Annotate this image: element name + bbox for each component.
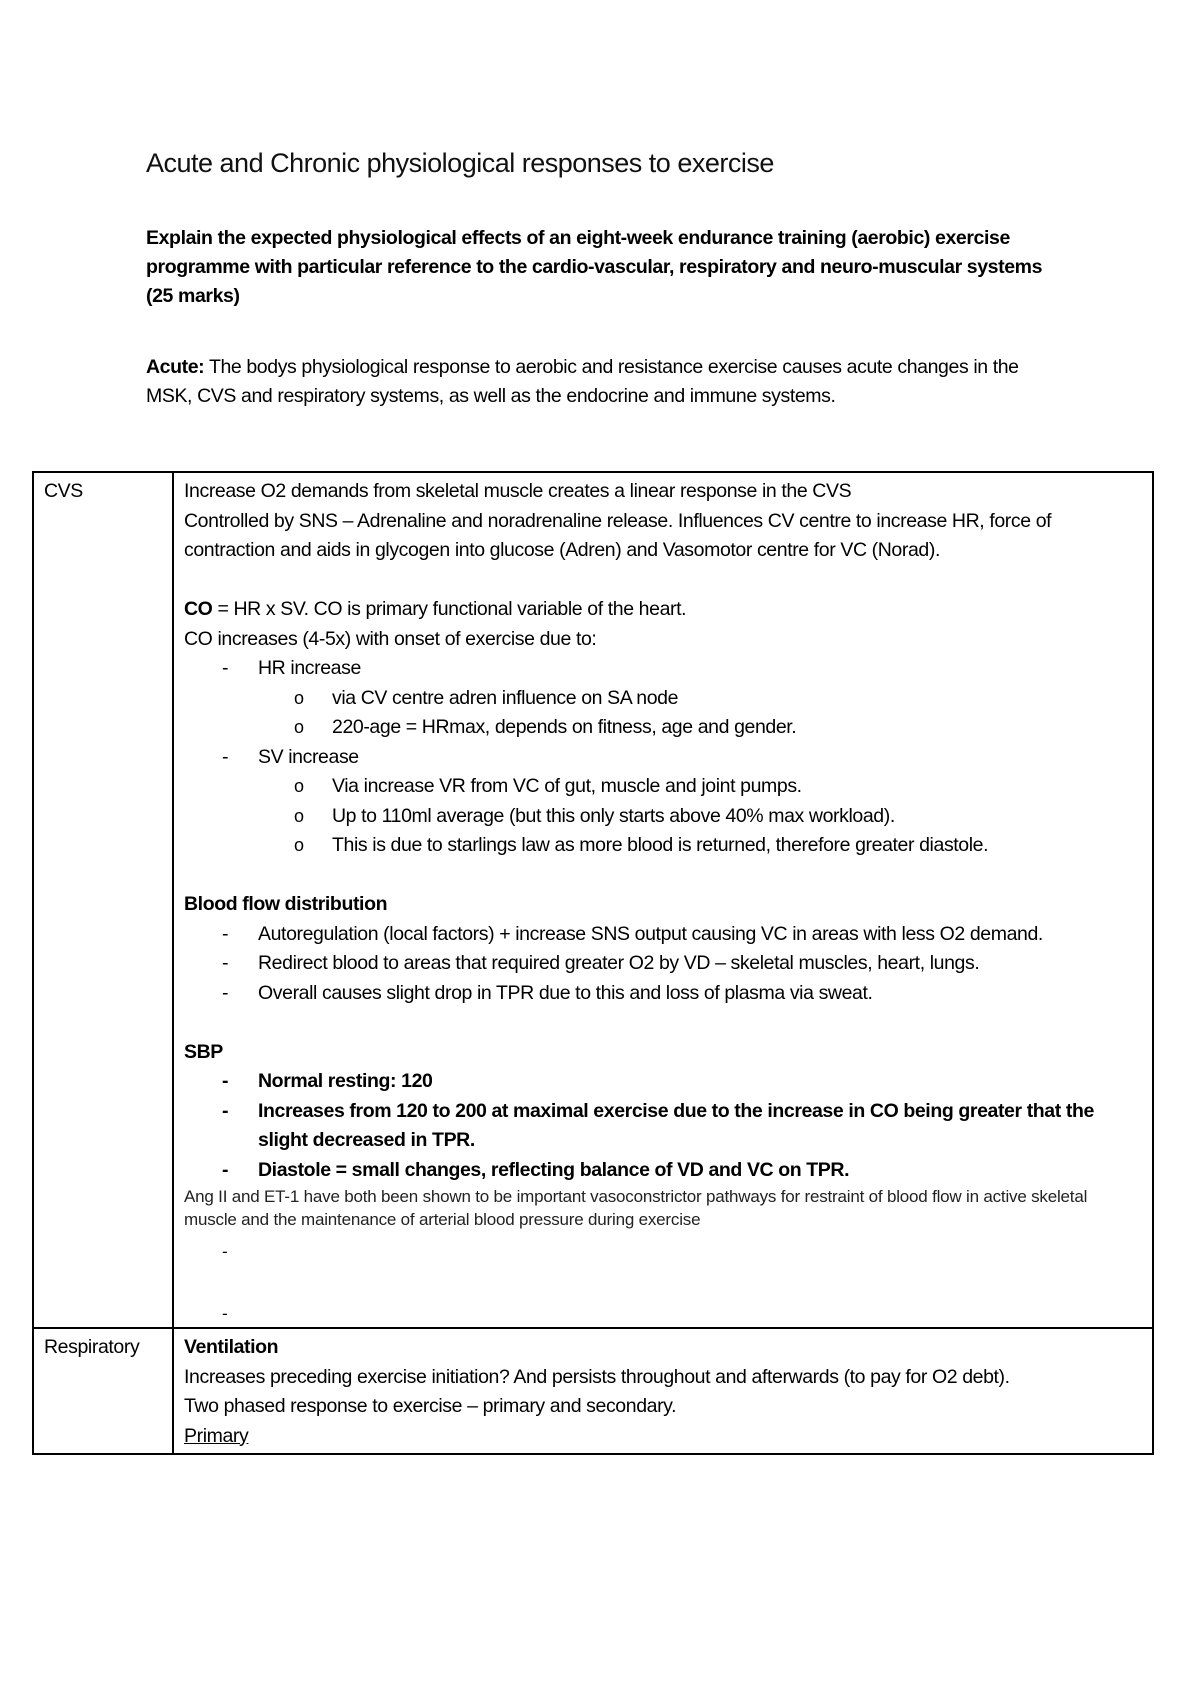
- list-item-text: via CV centre adren influence on SA node: [332, 686, 679, 709]
- list-item-text: Normal resting: 120: [258, 1070, 433, 1092]
- circle-bullet-icon: o: [294, 687, 304, 708]
- dash-bullet-icon: -: [222, 745, 229, 768]
- list-item: [184, 1097, 1142, 1156]
- notes-table: [32, 471, 1154, 1455]
- list-item: [184, 1156, 1142, 1186]
- co-text: = HR x SV. CO is primary functional variable of the heart.: [212, 598, 687, 620]
- dash-bullet-icon: -: [222, 981, 229, 1004]
- intro-label: Acute:: [146, 356, 205, 378]
- circle-bullet-icon: o: [294, 805, 304, 826]
- dash-bullet-icon: -: [222, 1099, 229, 1122]
- table-row-respiratory: [33, 1328, 1153, 1454]
- list-item-text: Via increase VR from VC of gut, muscle and joint pumps.: [332, 775, 802, 797]
- section-heading-ventilation: Ventilation: [184, 1336, 279, 1358]
- document-title: Acute and Chronic physiological responses to exercise: [146, 148, 774, 178]
- list-item: [184, 743, 1142, 773]
- dash-bullet-icon: -: [222, 657, 229, 679]
- spacer: [184, 1008, 1142, 1038]
- list-item-text: 220-age = HRmax, depends on fitness, age and gender.: [332, 716, 797, 738]
- dash-bullet-icon: -: [222, 1070, 229, 1092]
- empty-dash-item: -: [222, 1304, 228, 1323]
- list-item-text: Increases from 120 to 200 at maximal exercise due to the increase in CO being greater that the slight decreased in TPR.: [258, 1099, 1094, 1151]
- row-label-respiratory: Respiratory: [33, 1328, 173, 1454]
- essay-question: Explain the expected physiological effects of an eight-week endurance training (aerobic) exercise programme with particular reference to the cardio-vascular, respiratory and neuro-muscular systems (25 marks): [146, 227, 1043, 307]
- list-item-text: Diastole = small changes, reflecting balance of VD and VC on TPR.: [258, 1158, 850, 1181]
- empty-dash-item: -: [222, 1242, 228, 1261]
- ang-ii-note: Ang II and ET-1 have both been shown to be important vasoconstrictor pathways for restraint of blood flow in active skeletal muscle and the maintenance of arterial blood pressure during exercise: [184, 1187, 1088, 1229]
- circle-bullet-icon: o: [294, 717, 304, 737]
- row-body-respiratory: [173, 1328, 1153, 1454]
- intro-text: The bodys physiological response to aerobic and resistance exercise causes acute changes in the MSK, CVS and respiratory systems, as well as the endocrine and immune systems.: [146, 356, 1019, 407]
- co-definition: [184, 595, 1142, 625]
- co-increase: CO increases (4-5x) with onset of exercise due to:: [184, 627, 597, 650]
- list-item-text: Redirect blood to areas that required greater O2 by VD – skeletal muscles, heart, lungs.: [258, 952, 980, 974]
- list-item-text: SV increase: [258, 745, 359, 768]
- list-item: [184, 772, 1142, 802]
- list-item: [184, 713, 1142, 743]
- spacer: [184, 861, 1142, 891]
- list-item: [184, 831, 1142, 861]
- list-item: [184, 920, 1142, 950]
- section-heading-sbp: SBP: [184, 1040, 223, 1063]
- list-item: [184, 684, 1142, 714]
- list-item-text: Overall causes slight drop in TPR due to this and loss of plasma via sweat.: [258, 981, 873, 1004]
- row-label-cvs: CVS: [33, 472, 173, 1328]
- list-item: [184, 949, 1142, 979]
- list-item-text: Up to 110ml average (but this only starts above 40% max workload).: [332, 804, 895, 827]
- dash-bullet-icon: -: [222, 922, 229, 945]
- dash-bullet-icon: -: [222, 952, 229, 974]
- cvs-line-1: Increase O2 demands from skeletal muscle creates a linear response in the CVS: [184, 480, 852, 502]
- co-label: CO: [184, 598, 213, 620]
- list-item-text: HR increase: [258, 657, 361, 679]
- table-row-cvs: [33, 472, 1153, 1328]
- list-item: [184, 802, 1142, 832]
- ventilation-line-1: Increases preceding exercise initiation? And persists throughout and afterwards (to pay for O2 debt).: [184, 1365, 1010, 1388]
- ventilation-line-2: Two phased response to exercise – primary and secondary.: [184, 1395, 677, 1417]
- row-body-cvs: [173, 472, 1153, 1328]
- cvs-line-2: Controlled by SNS – Adrenaline and noradrenaline release. Influences CV centre to increase HR, force of contraction and aids in glycogen into glucose (Adren) and Vasomotor centre for VC (Norad).: [184, 509, 1052, 561]
- subheading-primary: Primary: [184, 1424, 249, 1447]
- list-item: [184, 654, 1142, 684]
- circle-bullet-icon: o: [294, 776, 304, 796]
- circle-bullet-icon: o: [294, 835, 304, 855]
- intro-paragraph: [146, 353, 1046, 411]
- spacer: [184, 566, 1142, 596]
- list-item: [184, 1067, 1142, 1097]
- list-item-text: This is due to starlings law as more blood is returned, therefore greater diastole.: [332, 834, 989, 856]
- dash-bullet-icon: -: [222, 1158, 229, 1181]
- list-item: [184, 979, 1142, 1009]
- list-item-text: Autoregulation (local factors) + increase SNS output causing VC in areas with less O2 demand.: [258, 922, 1043, 945]
- spacer: [184, 1263, 1142, 1303]
- section-heading-blood-flow: Blood flow distribution: [184, 893, 388, 915]
